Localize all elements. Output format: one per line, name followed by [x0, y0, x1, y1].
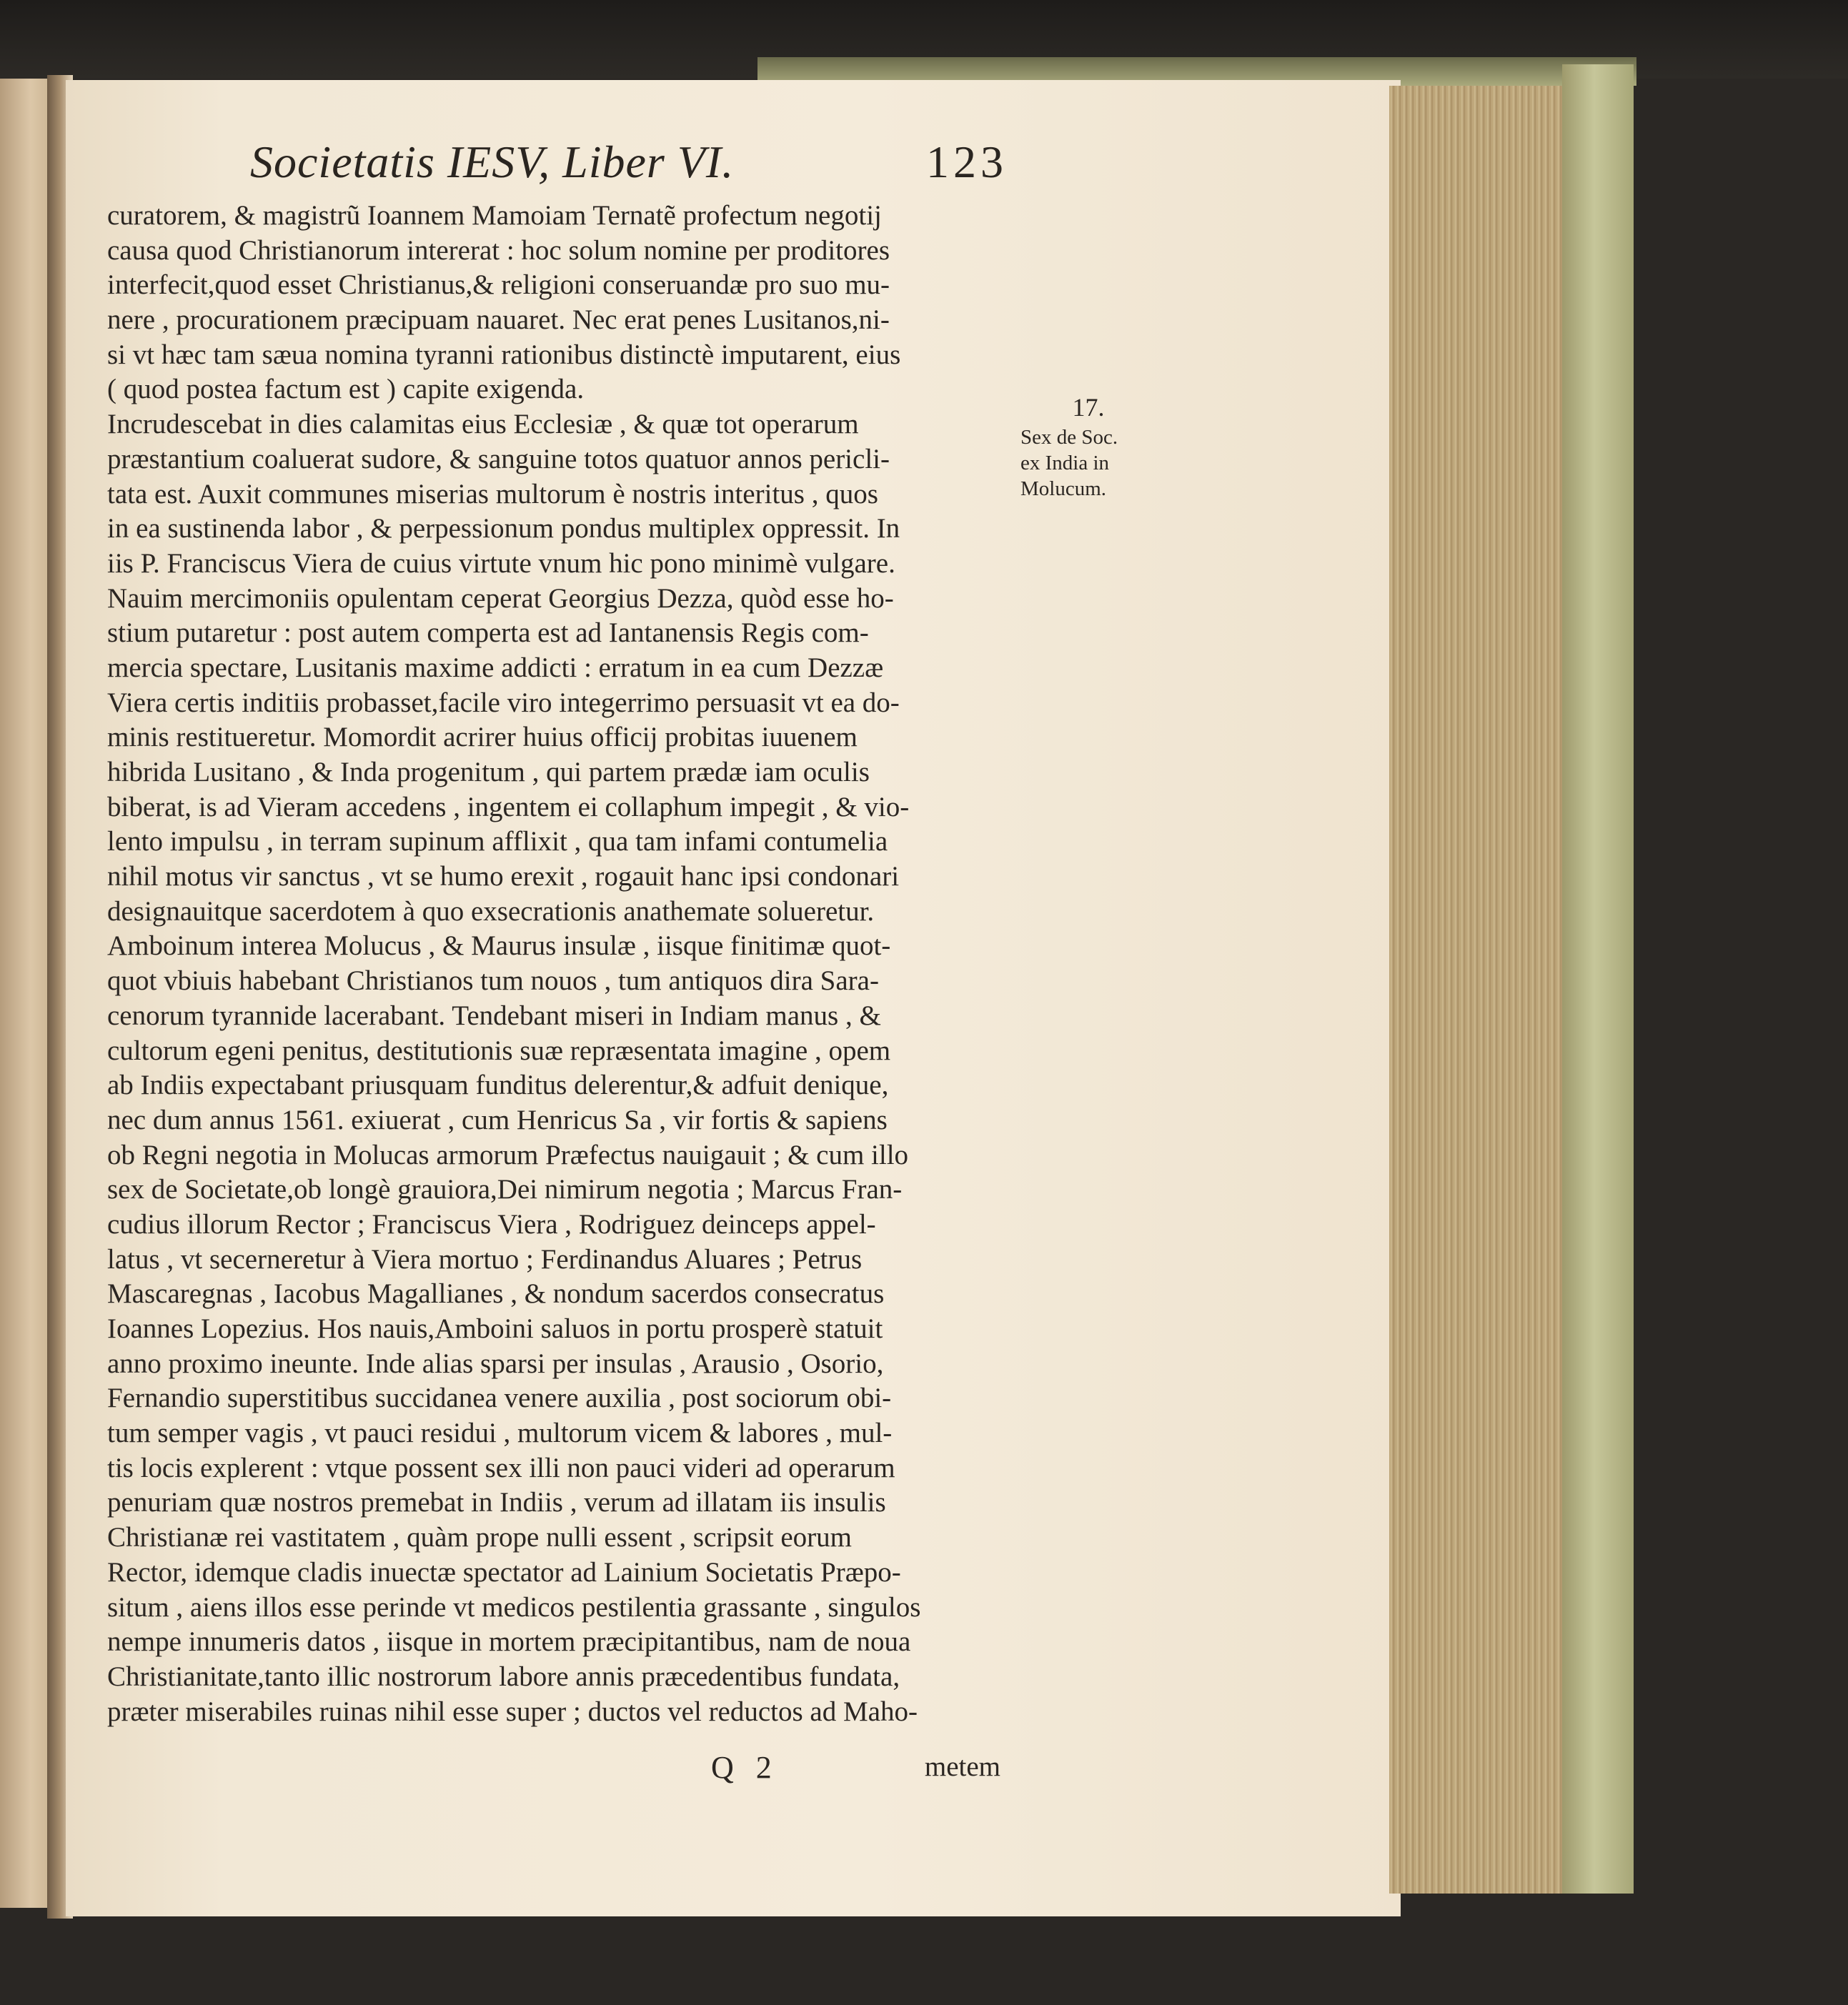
text-line: præter miserabiles ruinas nihil esse super ; ductos vel reductos ad Maho- [107, 1696, 918, 1727]
text-line: Fernandio superstitibus succidanea venere auxilia , post sociorum obi- [107, 1383, 892, 1414]
text-line: tis locis explerent : vtque possent sex illi non pauci videri ad operarum [107, 1452, 895, 1483]
running-head: Societatis IESV, Liber VI. [250, 136, 735, 187]
text-line: sex de Societate,ob longè grauiora,Dei nimirum negotia ; Marcus Fran- [107, 1174, 903, 1205]
text-line: Viera certis inditiis probasset,facile viro integerrimo persuasit vt ea do- [107, 687, 900, 718]
text-line: penuriam quæ nostros premebat in Indiis , verum ad illatam iis insulis [107, 1487, 886, 1518]
text-line: curatorem, & magistrũ Ioannem Mamoiam Ternatẽ profectum negotij [107, 200, 882, 231]
margin-note-line: Sex de Soc. [1020, 426, 1118, 449]
text-line: Amboinum interea Molucus , & Maurus insulæ , iisque finitimæ quot- [107, 930, 891, 962]
text-line: nec dum annus 1561. exiuerat , cum Henricus Sa , vir fortis & sapiens [107, 1104, 888, 1135]
text-line: ab Indiis expectabant priusquam funditus delerentur,& adfuit denique, [107, 1070, 889, 1101]
text-line: causa quod Christianorum intererat : hoc solum nomine per proditores [107, 234, 890, 266]
text-line: Christianæ rei vastitatem , quàm prope nulli essent , scripsit eorum [107, 1522, 852, 1553]
text-line: nihil motus vir sanctus , vt se humo erexit , rogauit hanc ipsi condonari [107, 861, 900, 892]
text-line: stium putaretur : post autem comperta est ad Iantanensis Regis com- [107, 617, 869, 649]
text-line: cenorum tyrannide lacerabant. Tendebant miseri in Indiam manus , & [107, 1000, 881, 1031]
text-line: iis P. Franciscus Viera de cuius virtute vnum hic pono minimè vulgare. [107, 547, 895, 579]
text-line: nere , procurationem præcipuam nauaret. Nec erat penes Lusitanos,ni- [107, 304, 890, 336]
text-line: Mascaregnas , Iacobus Magallianes , & nondum sacerdos consecratus [107, 1278, 885, 1310]
page-footer [107, 1749, 1000, 1792]
text-line: cultorum egeni penitus, destitutionis suæ repræsentata imagine , opem [107, 1035, 891, 1066]
margin-note-line: ex India in [1020, 452, 1110, 474]
text-line: hibrida Lusitano , & Inda progenitum , qui partem prædæ iam oculis [107, 757, 870, 787]
text-line: minis restitueretur. Momordit acrirer huius officij probitas iuuenem [107, 722, 858, 753]
margin-note-line: Molucum. [1020, 477, 1107, 500]
text-line: præstantium coaluerat sudore, & sanguine totos quatuor annos pericli- [107, 443, 890, 474]
text-line: anno proximo ineunte. Inde alias sparsi per insulas , Arausio , Osorio, [107, 1348, 884, 1379]
text-line: Nauim mercimoniis opulentam ceperat Georgius Dezza, quòd esse ho- [107, 582, 894, 614]
page-header [250, 136, 1008, 200]
text-line: Rector, idemque cladis inuectæ spectator ad Lainium Societatis Præpo- [107, 1556, 901, 1588]
page-fore-edge [1389, 86, 1562, 1894]
margin-note-number: 17. [1072, 393, 1105, 422]
text-line: lento impulsu , in terram supinum afflixit , qua tam infami contumelia [107, 826, 888, 857]
page-number: 123 [926, 136, 1008, 187]
main-text-block [107, 199, 1000, 1729]
text-line: biberat, is ad Vieram accedens , ingentem ei collaphum impegit , & vio- [107, 791, 910, 822]
text-line: Christianitate,tanto illic nostrorum labore annis præcedentibus fundata, [107, 1661, 900, 1692]
text-line: in ea sustinenda labor , & perpessionum pondus multiplex oppressit. In [107, 513, 900, 544]
text-line: nempe innumeris datos , iisque in mortem præcipitantibus, nam de noua [107, 1626, 911, 1658]
text-line: tata est. Auxit communes miserias multorum è nostris interitus , quos [107, 478, 878, 509]
text-line: mercia spectare, Lusitanis maxime addicti : erratum in ea cum Dezzæ [107, 652, 884, 683]
text-line: latus , vt secerneretur à Viera mortuo ; Ferdinandus Aluares ; Petrus [107, 1243, 863, 1275]
text-line: situm , aiens illos esse perinde vt medicos pestilentia grassante , singulos [107, 1591, 921, 1623]
text-line: ( quod postea factum est ) capite exigenda. [107, 374, 585, 405]
text-line: designauitque sacerdotem à quo exsecrationis anathemate solueretur. [107, 895, 875, 927]
text-line: quot vbiuis habebant Christianos tum nouos , tum antiquos dira Sara- [107, 965, 879, 997]
text-line: cudius illorum Rector ; Franciscus Viera , Rodriguez deinceps appel- [107, 1208, 876, 1240]
text-line: Incrudescebat in dies calamitas eius Ecclesiæ , & quæ tot operarum [107, 409, 859, 440]
margin-note [1020, 394, 1156, 502]
signature-mark: Q 2 [711, 1750, 779, 1785]
catchword: metem [924, 1751, 1000, 1782]
text-line: tum semper vagis , vt pauci residui , multorum vicem & labores , mul- [107, 1418, 893, 1449]
text-line: interfecit,quod esset Christianus,& religioni conseruandæ pro suo mu- [107, 269, 890, 301]
binding-board [1562, 64, 1634, 1894]
text-line: Ioannes Lopezius. Hos nauis,Amboini saluos in portu prosperè statuit [107, 1313, 883, 1344]
text-line: ob Regni negotia in Molucas armorum Præfectus nauigauit ; & cum illo [107, 1139, 909, 1170]
text-line: si vt hæc tam sæua nomina tyranni rationibus distinctè imputarent, eius [107, 339, 901, 370]
